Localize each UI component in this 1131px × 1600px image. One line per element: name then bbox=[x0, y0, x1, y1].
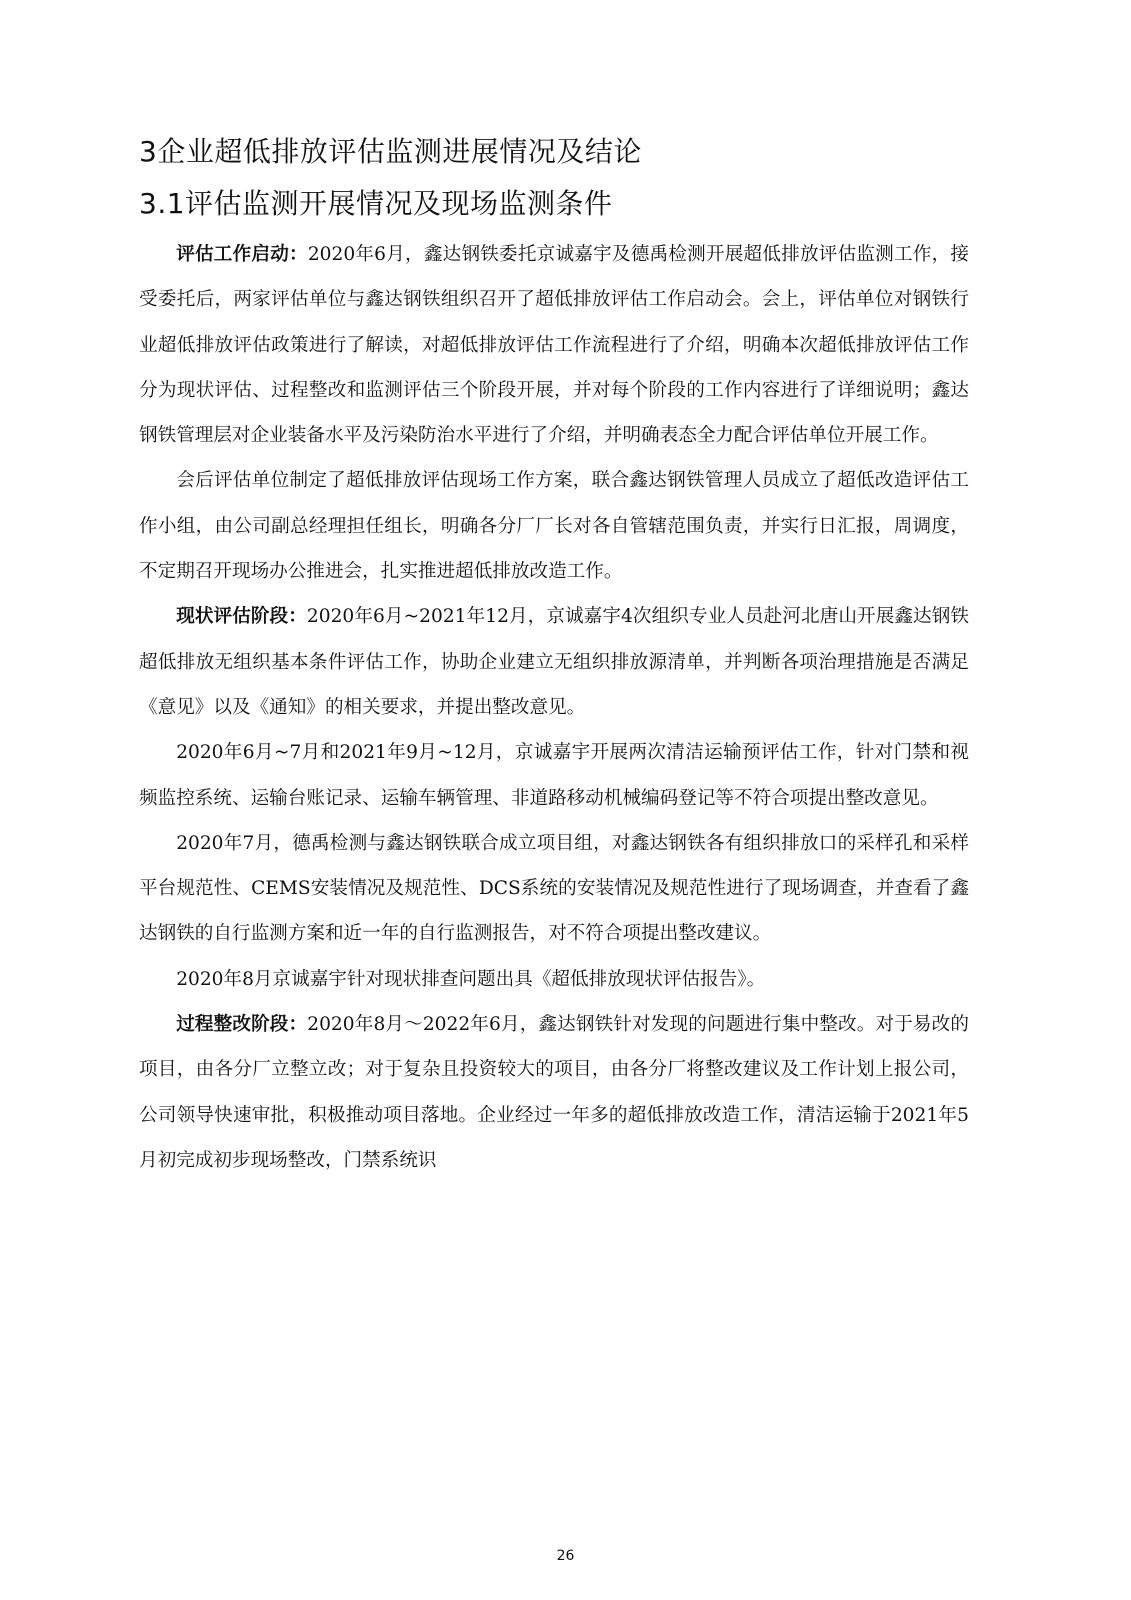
paragraph-lead: 评估工作启动： bbox=[176, 244, 308, 265]
paragraph-text: 2020年8月京诚嘉宇针对现状排查问题出具《超低排放现状评估报告》。 bbox=[176, 968, 766, 990]
paragraph-clean-transport bbox=[139, 730, 969, 821]
paragraph-evaluation-start bbox=[139, 232, 969, 458]
paragraph-status-evaluation bbox=[139, 594, 969, 730]
paragraph-lead: 过程整改阶段： bbox=[176, 1014, 308, 1036]
paragraph-text: 2020年6月~7月和2021年9月~12月，京诚嘉宇开展两次清洁运输预评估工作，针对门禁和视频监控系统、运输台账记录、运输车辆管理、非道路移动机械编码登记等不符合项提出整改意见。 bbox=[139, 742, 969, 809]
paragraph-monitoring-survey bbox=[139, 821, 969, 957]
paragraph-text: 2020年7月，德禹检测与鑫达钢铁联合成立项目组，对鑫达钢铁各有组织排放口的采样孔和采样平台规范性、CEMS安装情况及规范性、DCS系统的安装情况及规范性进行了现场调查，并查看了鑫达钢铁的自行监测方案和近一年的自行监测报告，对不符合项提出整改建议。 bbox=[139, 832, 969, 945]
section-heading: 3企业超低排放评估监测进展情况及结论 bbox=[139, 135, 642, 168]
paragraph-text: 2020年6月~2021年12月，京诚嘉宇4次组织专业人员赴河北唐山开展鑫达钢铁超低排放无组织基本条件评估工作，协助企业建立无组织排放源清单，并判断各项治理措施是否满足《意见》以及《通知》的相关要求，并提出整改意见。 bbox=[139, 606, 969, 718]
paragraph-lead: 现状评估阶段： bbox=[176, 606, 307, 628]
page-number: 26 bbox=[556, 1548, 575, 1564]
paragraph-text: 2020年6月，鑫达钢铁委托京诚嘉宇及德禹检测开展超低排放评估监测工作，接受委托后，两家评估单位与鑫达钢铁组织召开了超低排放评估工作启动会。会上，评估单位对钢铁行业超低排放评估政策进行了解读，对超低排放评估工作流程进行了介绍，明确本次超低排放评估工作分为现状评估、过程整改和监测评估三个阶段开展，并对每个阶段的工作内容进行了详细说明；鑫达钢铁管理层对企业装备水平及污染防治水平进行了介绍，并明确表态全力配合评估单位开展工作。 bbox=[139, 244, 969, 447]
paragraph-working-group bbox=[139, 458, 969, 594]
paragraph-text: 2020年8月～2022年6月，鑫达钢铁针对发现的问题进行集中整改。对于易改的项目，由各分厂立整立改；对于复杂且投资较大的项目，由各分厂将整改建议及工作计划上报公司，公司领导快速审批，积极推动项目落地。企业经过一年多的超低排放改造工作，清洁运输于2021年5月初完成初步现场整改，门禁系统识 bbox=[139, 1014, 969, 1171]
paragraph-rectification bbox=[139, 1002, 969, 1183]
paragraph-text: 会后评估单位制定了超低排放评估现场工作方案，联合鑫达钢铁管理人员成立了超低改造评估工作小组，由公司副总经理担任组长，明确各分厂厂长对各自管辖范围负责，并实行日汇报，周调度，不定期召开现场办公推进会，扎实推进超低排放改造工作。 bbox=[139, 470, 969, 583]
paragraph-status-report bbox=[139, 957, 969, 1002]
page-content bbox=[139, 128, 969, 1183]
subsection-heading: 3.1评估监测开展情况及现场监测条件 bbox=[139, 187, 613, 220]
